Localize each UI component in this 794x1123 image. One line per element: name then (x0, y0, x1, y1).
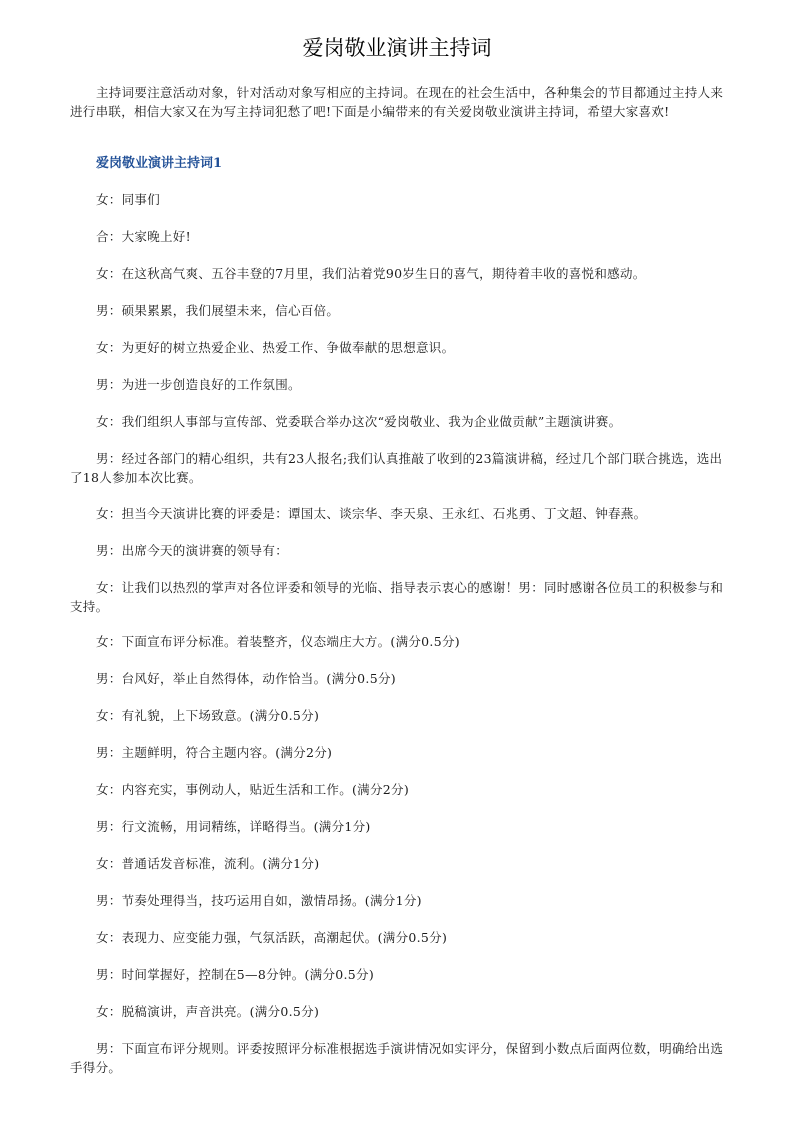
section-heading: 爱岗敬业演讲主持词1 (96, 156, 223, 171)
dialogue-line: 女：表现力、应变能力强，气氛活跃，高潮起伏。(满分0.5分) (96, 930, 448, 945)
dialogue-line: 男：行文流畅，用词精练，详略得当。(满分1分) (96, 819, 371, 834)
dialogue-line: 男：为进一步创造良好的工作氛围。 (96, 377, 301, 392)
dialogue-line: 女：有礼貌，上下场致意。(满分0.5分) (96, 708, 320, 723)
dialogue-line: 男：出席今天的演讲赛的领导有： (96, 543, 289, 558)
dialogue-line: 男：主题鲜明，符合主题内容。(满分2分) (96, 745, 333, 760)
dialogue-line: 女：我们组织人事部与宣传部、党委联合举办这次“爱岗敬业、我为企业做贡献”主题演讲赛。 (96, 414, 622, 429)
dialogue-line: 女：为更好的树立热爱企业、热爱工作、争做奉献的思想意识。 (96, 340, 455, 355)
dialogue-line: 男：台风好，举止自然得体，动作恰当。(满分0.5分) (96, 671, 396, 686)
dialogue-line: 男：节奏处理得当，技巧运用自如，激情昂扬。(满分1分) (96, 893, 422, 908)
intro-paragraph: 主持词要注意活动对象，针对活动对象写相应的主持词。在现在的社会生活中，各种集会的节目都通过主持人来进行串联，相信大家又在为写主持词犯愁了吧!下面是小编带来的有关爱岗敬业演讲主持词，希望大家喜欢! (70, 85, 724, 119)
dialogue-line: 男：硕果累累，我们展望未来，信心百倍。 (96, 303, 340, 318)
dialogue-line: 男：经过各部门的精心组织，共有23人报名;我们认真推敲了收到的23篇演讲稿，经过几个部门联合挑选，选出了18人参加本次比赛。 (70, 451, 723, 485)
dialogue-line: 女：担当今天演讲比赛的评委是：谭国太、谈宗华、李天泉、王永红、石兆勇、丁文超、钟春燕。 (96, 506, 647, 521)
dialogue-line: 女：让我们以热烈的掌声对各位评委和领导的光临、指导表示衷心的感谢！男：同时感谢各位员工的积极参与和支持。 (70, 580, 724, 614)
dialogue-line: 女：脱稿演讲，声音洪亮。(满分0.5分) (96, 1004, 320, 1019)
dialogue-line: 女：同事们 (96, 192, 161, 207)
page-title: 爱岗敬业演讲主持词 (302, 36, 492, 60)
dialogue-line: 合：大家晚上好! (96, 229, 191, 244)
dialogue-line: 女：下面宣布评分标准。着装整齐，仪态端庄大方。(满分0.5分) (96, 634, 460, 649)
dialogue-line: 男：时间掌握好，控制在5—8分钟。(满分0.5分) (96, 967, 375, 982)
dialogue-line: 女：内容充实，事例动人，贴近生活和工作。(满分2分) (96, 782, 410, 797)
dialogue-line: 女：普通话发音标准，流利。(满分1分) (96, 856, 320, 871)
dialogue-line: 女：在这秋高气爽、五谷丰登的7月里，我们沾着党90岁生日的喜气，期待着丰收的喜悦和感动。 (96, 266, 646, 281)
dialogue-line: 男：下面宣布评分规则。评委按照评分标准根据选手演讲情况如实评分，保留到小数点后面两位数，明确给出选手得分。 (70, 1041, 724, 1075)
